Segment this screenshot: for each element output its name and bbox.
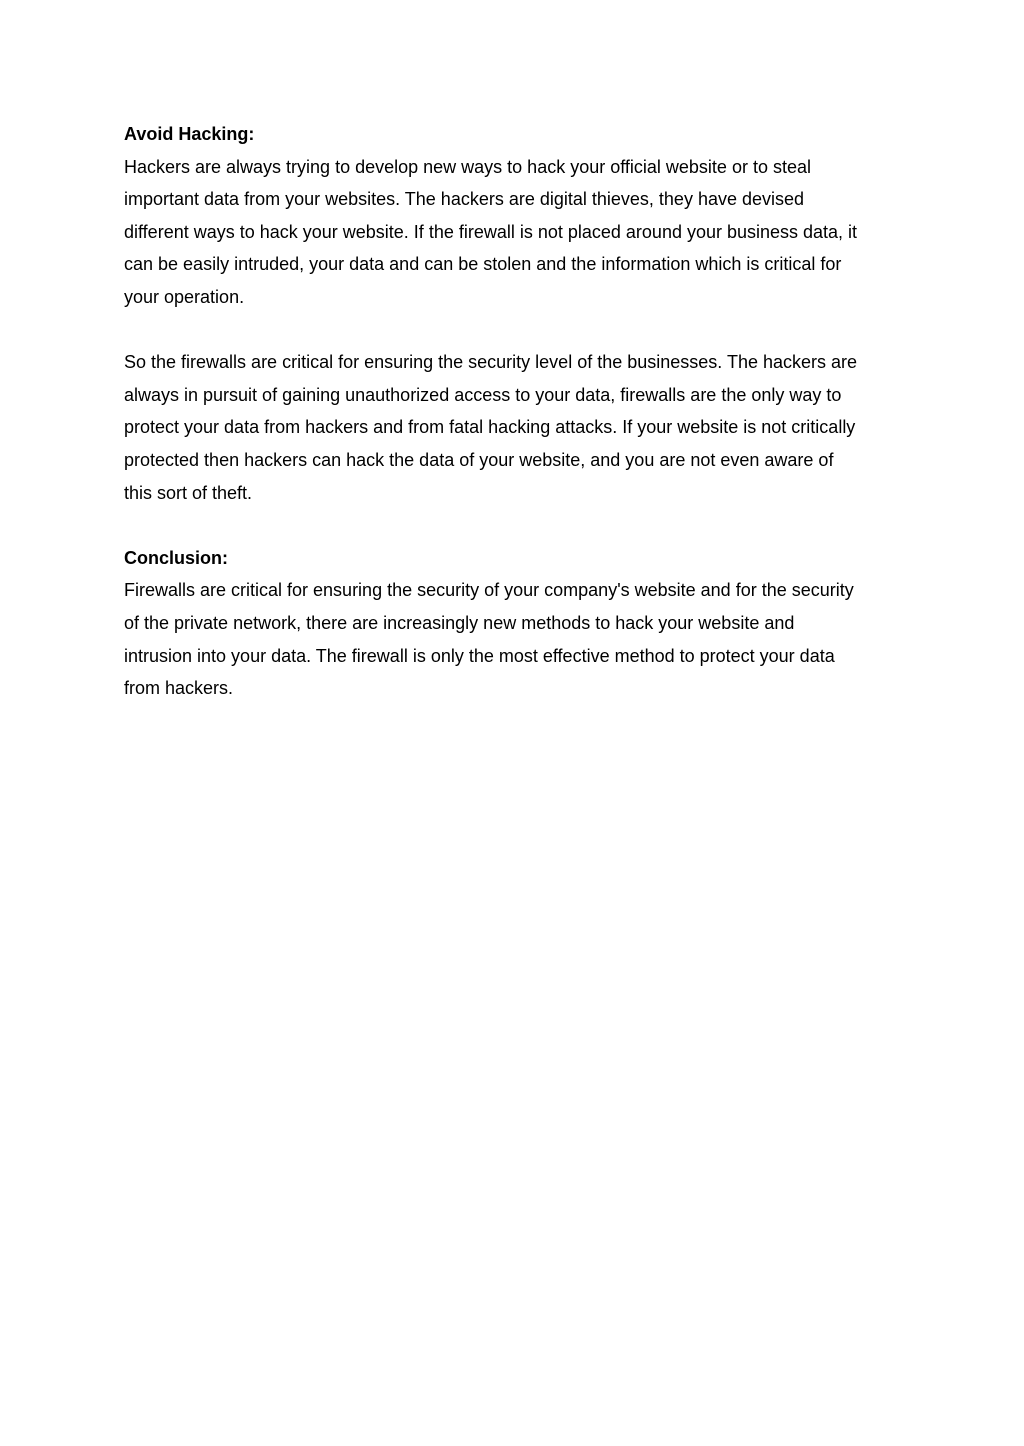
heading-avoid-hacking: Avoid Hacking: — [124, 124, 255, 144]
paragraph-firewalls-critical — [124, 346, 904, 509]
paragraph-hackers — [124, 151, 904, 314]
section-avoid-hacking — [124, 118, 904, 509]
text-line: protect your data from hackers and from fatal hacking attacks. If your website is not critically — [124, 417, 856, 438]
document-page — [124, 118, 904, 705]
section-gap — [124, 509, 904, 542]
text-line: your operation. — [124, 286, 245, 307]
paragraph-gap — [124, 314, 904, 347]
paragraph-conclusion — [124, 574, 904, 704]
text-line: from hackers. — [124, 678, 234, 699]
text-line: of the private network, there are increasingly new methods to hack your website and — [124, 612, 795, 633]
text-line: protected then hackers can hack the data of your website, and you are not even aware of — [124, 449, 834, 470]
text-line: can be easily intruded, your data and can be stolen and the information which is critical for — [124, 254, 842, 275]
text-line: always in pursuit of gaining unauthorized access to your data, firewalls are the only way to — [124, 384, 842, 405]
text-line: intrusion into your data. The firewall is only the most effective method to protect your data — [124, 645, 835, 666]
text-line: different ways to hack your website. If the firewall is not placed around your business data, it — [124, 221, 858, 242]
section-conclusion — [124, 542, 904, 705]
text-line: So the firewalls are critical for ensuring the security level of the businesses. The hackers are — [124, 352, 858, 373]
text-line: important data from your websites. The hackers are digital thieves, they have devised — [124, 189, 805, 210]
text-line: this sort of theft. — [124, 482, 253, 503]
text-line: Firewalls are critical for ensuring the security of your company's website and for the security — [124, 580, 854, 601]
text-line: Hackers are always trying to develop new ways to hack your official website or to steal — [124, 156, 811, 177]
heading-conclusion: Conclusion: — [124, 547, 228, 568]
